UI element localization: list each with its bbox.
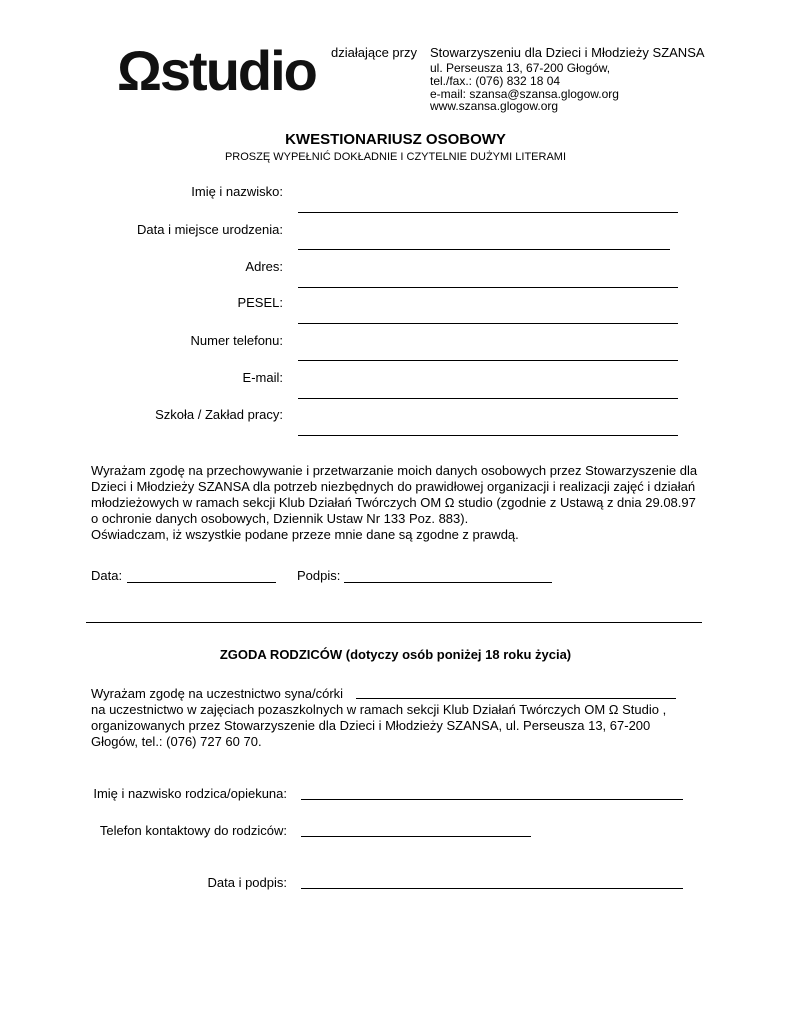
field-line-birth[interactable]	[298, 249, 670, 250]
header-address: ul. Perseusza 13, 67-200 Głogów,	[430, 61, 611, 75]
consent-date-line[interactable]	[127, 582, 276, 583]
field-label-address: Adres:	[245, 259, 283, 274]
parents-line-4: Głogów, tel.: (076) 727 60 70.	[91, 734, 262, 749]
field-label-school: Szkoła / Zakład pracy:	[155, 407, 283, 422]
consent-signature-label: Podpis:	[297, 568, 341, 583]
parents-line-3: organizowanych przez Stowarzyszenie dla Dzieci i Młodzieży SZANSA, ul. Perseusza 13, 67-200	[91, 718, 651, 733]
consent-line-2: Dzieci i Młodzieży SZANSA dla potrzeb niezbędnych do prawidłowej organizacji i realizacji zajęć i działań	[91, 479, 696, 494]
consent-line-3: młodzieżowych w ramach sekcji Klub Działań Twórczych OM Ω studio (zgodnie z Ustawą z dnia 29.08.97	[91, 495, 696, 510]
parents-heading: ZGODA RODZICÓW (dotyczy osób poniżej 18 roku życia)	[219, 647, 572, 662]
parents-line-2: na uczestnictwo w zajęciach pozaszkolnych w ramach sekcji Klub Działań Twórczych OM Ω Studio ,	[91, 702, 667, 717]
field-label-email: E-mail:	[242, 370, 283, 385]
consent-line-5: Oświadczam, iż wszystkie podane przeze mnie dane są zgodne z prawdą.	[91, 527, 519, 542]
field-label-birth: Data i miejsce urodzenia:	[137, 222, 283, 237]
parent-date-signature-label: Data i podpis:	[207, 875, 287, 890]
field-label-phone: Numer telefonu:	[190, 333, 283, 348]
logo-text: Ωstudio	[117, 39, 316, 102]
field-line-address[interactable]	[298, 287, 678, 288]
header-org: Stowarzyszeniu dla Dzieci i Młodzieży SZANSA	[430, 45, 705, 60]
parents-child-line[interactable]	[356, 698, 676, 699]
section-divider	[86, 622, 702, 623]
header-email: e-mail: szansa@szansa.glogow.org	[430, 87, 619, 101]
header-phone: tel./fax.: (076) 832 18 04	[430, 74, 561, 88]
field-line-name[interactable]	[298, 212, 678, 213]
header-przy: działające przy	[331, 45, 417, 60]
parent-date-signature-line[interactable]	[301, 888, 683, 889]
parent-name-label: Imię i nazwisko rodzica/opiekuna:	[93, 786, 287, 801]
parent-phone-line[interactable]	[301, 836, 531, 837]
parents-line-1: Wyrażam zgodę na uczestnictwo syna/córki	[91, 686, 344, 701]
field-label-pesel: PESEL:	[237, 295, 283, 310]
field-line-school[interactable]	[298, 435, 678, 436]
field-line-phone[interactable]	[298, 360, 678, 361]
parent-name-line[interactable]	[301, 799, 683, 800]
field-line-email[interactable]	[298, 398, 678, 399]
consent-date-label: Data:	[91, 568, 123, 583]
consent-line-1: Wyrażam zgodę na przechowywanie i przetwarzanie moich danych osobowych przez Stowarzyszenie dla	[91, 463, 698, 478]
field-label-name: Imię i nazwisko:	[191, 184, 283, 199]
form-subtitle: PROSZĘ WYPEŁNIĆ DOKŁADNIE I CZYTELNIE DUŻYMI LITERAMI	[224, 151, 567, 163]
header-www: www.szansa.glogow.org	[430, 99, 559, 113]
form-title: KWESTIONARIUSZ OSOBOWY	[285, 131, 506, 148]
field-line-pesel[interactable]	[298, 323, 678, 324]
parent-phone-label: Telefon kontaktowy do rodziców:	[99, 823, 287, 838]
studio-logo	[117, 40, 317, 102]
consent-signature-line[interactable]	[344, 582, 552, 583]
consent-line-4: o ochronie danych osobowych, Dziennik Ustaw Nr 133 Poz. 883).	[91, 511, 469, 526]
